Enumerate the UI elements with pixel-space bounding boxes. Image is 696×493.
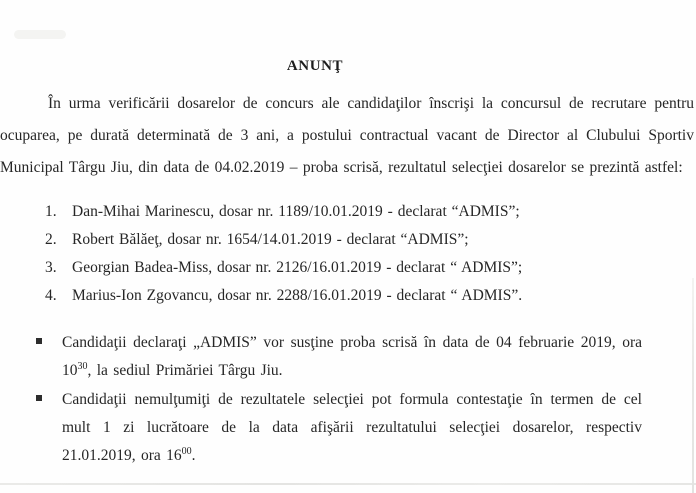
list-item-text: Dan-Mihai Marinescu, dosar nr. 1189/10.01.2019 - declarat “ADMIS”; (72, 203, 520, 220)
scan-edge-horizontal (0, 483, 696, 485)
list-item-number: 3. (45, 259, 57, 276)
scan-edge-vertical (692, 278, 694, 493)
note-text: Candidaţii declaraţi „ADMIS” vor susţine proba scrisă în data de 04 februarie 2019, ora 10 (62, 334, 642, 379)
note-text: Candidaţii nemulţumiţi de rezultatele selecţiei pot formula contestaţie în termen de cel mult 1 zi lucrătoare de la data afişării rezultatului selecţiei dosarelor, respectiv 21.01.2019, ora 16 (62, 391, 642, 464)
note-superscript: 30 (77, 361, 88, 372)
notes-section (0, 329, 642, 470)
list-item (45, 254, 696, 282)
note-superscript: 00 (181, 446, 192, 457)
list-item-number: 1. (45, 203, 57, 220)
note-item (0, 386, 642, 470)
note-text: . (191, 447, 196, 464)
list-item-number: 4. (45, 287, 57, 304)
list-item (45, 226, 696, 254)
note-item (0, 329, 642, 385)
scan-smudge (14, 30, 66, 39)
bullet-square-icon (36, 338, 42, 344)
list-item (45, 198, 696, 226)
list-item (45, 282, 696, 310)
list-item-text: Georgian Badea-Miss, dosar nr. 2126/16.01.2019 - declarat “ ADMIS”; (72, 259, 523, 276)
list-item-number: 2. (45, 231, 57, 248)
note-text: , la sediul Primăriei Târgu Jiu. (87, 362, 283, 379)
page-title: ANUNŢ (286, 58, 344, 74)
list-item-text: Robert Bălăeţ, dosar nr. 1654/14.01.2019 - declarat “ADMIS”; (72, 231, 469, 248)
candidate-list (0, 198, 696, 310)
bullet-square-icon (36, 395, 42, 401)
list-item-text: Marius-Ion Zgovancu, dosar nr. 2288/16.01.2019 - declarat “ ADMIS”. (72, 287, 523, 304)
intro-paragraph: În urma verificării dosarelor de concurs ale candidaţilor înscrişi la concursul de recrutare pentru ocuparea, pe durată determinată de 3 ani, a postului contractual vacant de Director al Clubului Sportiv Municipal Târgu Jiu, din data de 04.02.2019 – proba scrisă, rezultatul selecţiei dosarelor se prezintă astfel: (0, 95, 694, 176)
